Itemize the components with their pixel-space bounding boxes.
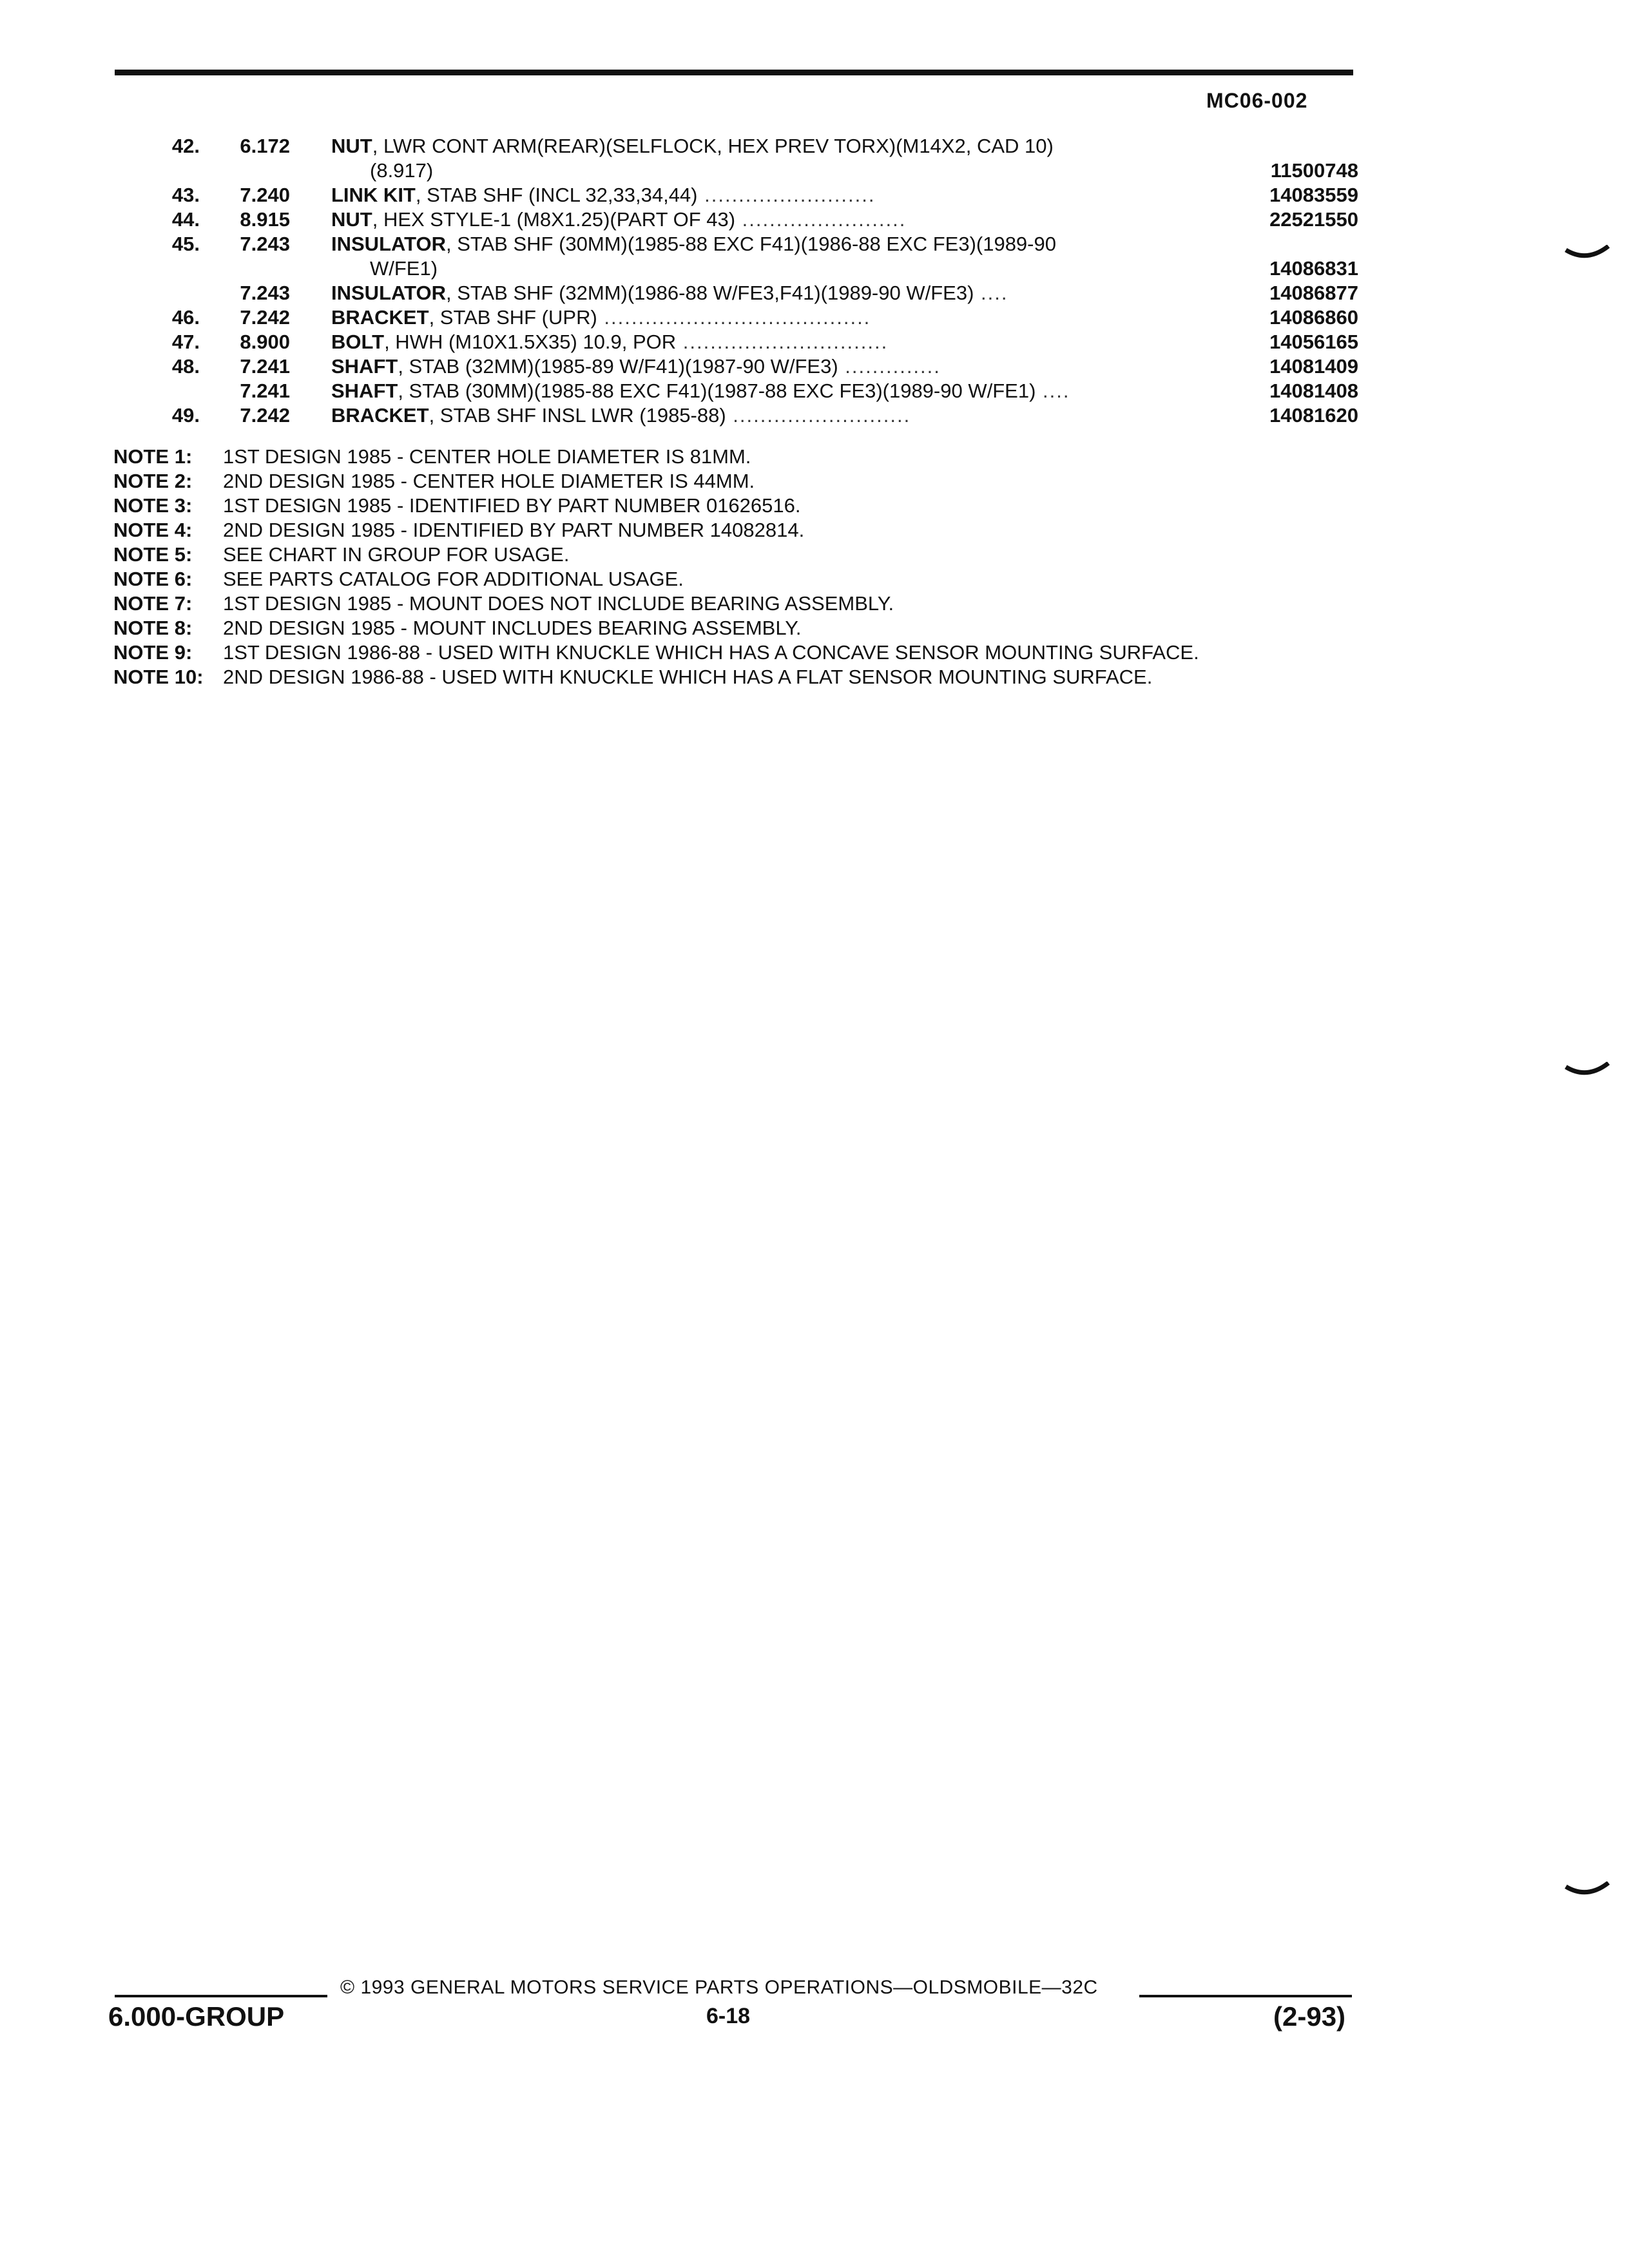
note-text: 2ND DESIGN 1985 - CENTER HOLE DIAMETER IS 44MM.: [223, 470, 755, 492]
part-detail: , LWR CONT ARM(REAR)(SELFLOCK, HEX PREV TORX)(M14X2, CAD 10): [372, 135, 1054, 157]
binder-mark-icon: [1565, 1881, 1610, 1907]
parts-list: [115, 134, 1358, 428]
part-name: BRACKET: [331, 404, 429, 427]
note-text: 1ST DESIGN 1985 - MOUNT DOES NOT INCLUDE BEARING ASSEMBLY.: [223, 592, 894, 615]
part-description: [331, 379, 1210, 403]
note-text: 1ST DESIGN 1986-88 - USED WITH KNUCKLE WHICH HAS A CONCAVE SENSOR MOUNTING SURFACE.: [223, 641, 1199, 664]
binder-mark-icon: [1565, 245, 1610, 271]
ref-number: 45.: [171, 233, 200, 255]
ref-number: 49.: [171, 404, 200, 427]
part-description: [331, 281, 1210, 305]
part-description: [331, 330, 1210, 354]
part-detail: , STAB SHF INSL LWR (1985-88): [429, 404, 726, 427]
ref-number: 42.: [171, 135, 200, 157]
parts-row: [115, 354, 1358, 379]
ref-number: 43.: [171, 184, 200, 206]
leader-dots: ........................: [735, 208, 907, 231]
part-description: [331, 354, 1210, 379]
note-item: [113, 591, 1338, 616]
part-detail: , STAB (30MM)(1985-88 EXC F41)(1987-88 EXC FE3)(1989-90 W/FE1): [398, 380, 1036, 402]
part-description: [331, 403, 1210, 428]
footer-copyright: © 1993 GENERAL MOTORS SERVICE PARTS OPERATIONS—OLDSMOBILE—32C: [340, 1977, 1098, 1998]
note-text: 2ND DESIGN 1985 - IDENTIFIED BY PART NUMBER 14082814.: [223, 519, 805, 541]
part-detail-continued: W/FE1): [370, 257, 438, 280]
parts-row: [115, 305, 1358, 330]
note-text: 2ND DESIGN 1985 - MOUNT INCLUDES BEARING ASSEMBLY.: [223, 617, 802, 639]
note-item: [113, 518, 1338, 543]
notes-list: [113, 445, 1338, 689]
note-label: NOTE 2:: [113, 470, 193, 492]
group-number: 6.172: [240, 135, 290, 157]
note-item: [113, 640, 1338, 665]
note-label: NOTE 9:: [113, 641, 193, 664]
part-detail-continued: (8.917): [370, 159, 434, 182]
part-number: 14086877: [1269, 282, 1358, 304]
part-description: [331, 305, 1210, 330]
leader-dots: ....: [1036, 380, 1070, 402]
note-text: 1ST DESIGN 1985 - CENTER HOLE DIAMETER IS 81MM.: [223, 445, 751, 468]
note-label: NOTE 5:: [113, 543, 193, 566]
part-name: NUT: [331, 135, 372, 157]
note-text: 2ND DESIGN 1986-88 - USED WITH KNUCKLE WHICH HAS A FLAT SENSOR MOUNTING SURFACE.: [223, 666, 1153, 688]
part-name: SHAFT: [331, 380, 398, 402]
part-detail: , STAB SHF (32MM)(1986-88 W/FE3,F41)(1989-90 W/FE3): [445, 282, 974, 304]
group-number: 7.240: [240, 184, 290, 206]
part-detail: , HWH (M10X1.5X35) 10.9, POR: [384, 331, 677, 353]
note-text: SEE PARTS CATALOG FOR ADDITIONAL USAGE.: [223, 568, 684, 590]
part-number: 14086860: [1269, 306, 1358, 329]
group-number: 7.243: [240, 282, 290, 304]
group-number: 8.900: [240, 331, 290, 353]
parts-row: [115, 379, 1358, 403]
part-name: BRACKET: [331, 306, 429, 329]
ref-number: 44.: [171, 208, 200, 231]
note-item: [113, 616, 1338, 640]
part-number: 14086831: [1269, 257, 1358, 280]
ref-number: 48.: [171, 355, 200, 378]
part-detail: , STAB SHF (UPR): [429, 306, 597, 329]
page-code: MC06-002: [1206, 89, 1308, 112]
binder-mark-icon: [1565, 1062, 1610, 1088]
part-name: NUT: [331, 208, 372, 231]
parts-row: [115, 207, 1358, 232]
note-label: NOTE 4:: [113, 519, 193, 541]
part-name: LINK KIT: [331, 184, 416, 206]
footer-date: (2-93): [1273, 2001, 1346, 2032]
part-description: [331, 207, 1210, 232]
note-label: NOTE 3:: [113, 494, 193, 517]
parts-row: [115, 232, 1358, 281]
parts-row: [115, 281, 1358, 305]
leader-dots: ....: [974, 282, 1008, 304]
part-detail: , STAB (32MM)(1985-89 W/F41)(1987-90 W/FE3): [398, 355, 838, 378]
group-number: 7.242: [240, 306, 290, 329]
part-name: SHAFT: [331, 355, 398, 378]
part-name: INSULATOR: [331, 282, 446, 304]
parts-row: [115, 330, 1358, 354]
footer-page-number: 6-18: [706, 2004, 751, 2028]
leader-dots: ..............................: [676, 331, 889, 353]
part-number: 14083559: [1269, 184, 1358, 206]
note-label: NOTE 10:: [113, 666, 204, 688]
leader-dots: ..........................: [726, 404, 911, 427]
part-name: BOLT: [331, 331, 385, 353]
note-item: [113, 567, 1338, 591]
part-description: [331, 232, 1210, 281]
note-item: [113, 469, 1338, 494]
part-detail: , STAB SHF (INCL 32,33,34,44): [415, 184, 698, 206]
group-number: 7.242: [240, 404, 290, 427]
leader-dots: .........................: [697, 184, 876, 206]
group-number: 8.915: [240, 208, 290, 231]
note-text: 1ST DESIGN 1985 - IDENTIFIED BY PART NUMBER 01626516.: [223, 494, 801, 517]
note-item: [113, 543, 1338, 567]
leader-dots: ..............: [838, 355, 941, 378]
part-number: 14056165: [1269, 331, 1358, 353]
part-description: [331, 183, 1210, 207]
group-number: 7.241: [240, 355, 290, 378]
group-number: 7.243: [240, 233, 290, 255]
leader-dots: .......................................: [597, 306, 871, 329]
note-label: NOTE 8:: [113, 617, 193, 639]
part-name: INSULATOR: [331, 233, 446, 255]
part-number: 22521550: [1269, 208, 1358, 231]
part-number: 14081620: [1269, 404, 1358, 427]
ref-number: 47.: [171, 331, 200, 353]
part-number: 14081409: [1269, 355, 1358, 378]
part-detail: , STAB SHF (30MM)(1985-88 EXC F41)(1986-88 EXC FE3)(1989-90: [445, 233, 1056, 255]
note-label: NOTE 7:: [113, 592, 193, 615]
part-description: [331, 134, 1210, 183]
note-text: SEE CHART IN GROUP FOR USAGE.: [223, 543, 570, 566]
parts-row: [115, 134, 1358, 183]
parts-row: [115, 403, 1358, 428]
note-item: [113, 494, 1338, 518]
footer-group: 6.000-GROUP: [108, 2001, 285, 2032]
ref-number: 46.: [171, 306, 200, 329]
footer-rule-right: [1139, 1995, 1352, 1997]
part-number: 14081408: [1269, 380, 1358, 402]
group-number: 7.241: [240, 380, 290, 402]
note-label: NOTE 6:: [113, 568, 193, 590]
footer-rule-left: [115, 1995, 327, 1997]
note-label: NOTE 1:: [113, 445, 193, 468]
part-detail: , HEX STYLE-1 (M8X1.25)(PART OF 43): [372, 208, 736, 231]
parts-row: [115, 183, 1358, 207]
note-item: [113, 445, 1338, 469]
header-rule: [115, 70, 1353, 75]
part-number: 11500748: [1270, 159, 1358, 182]
note-item: [113, 665, 1338, 689]
